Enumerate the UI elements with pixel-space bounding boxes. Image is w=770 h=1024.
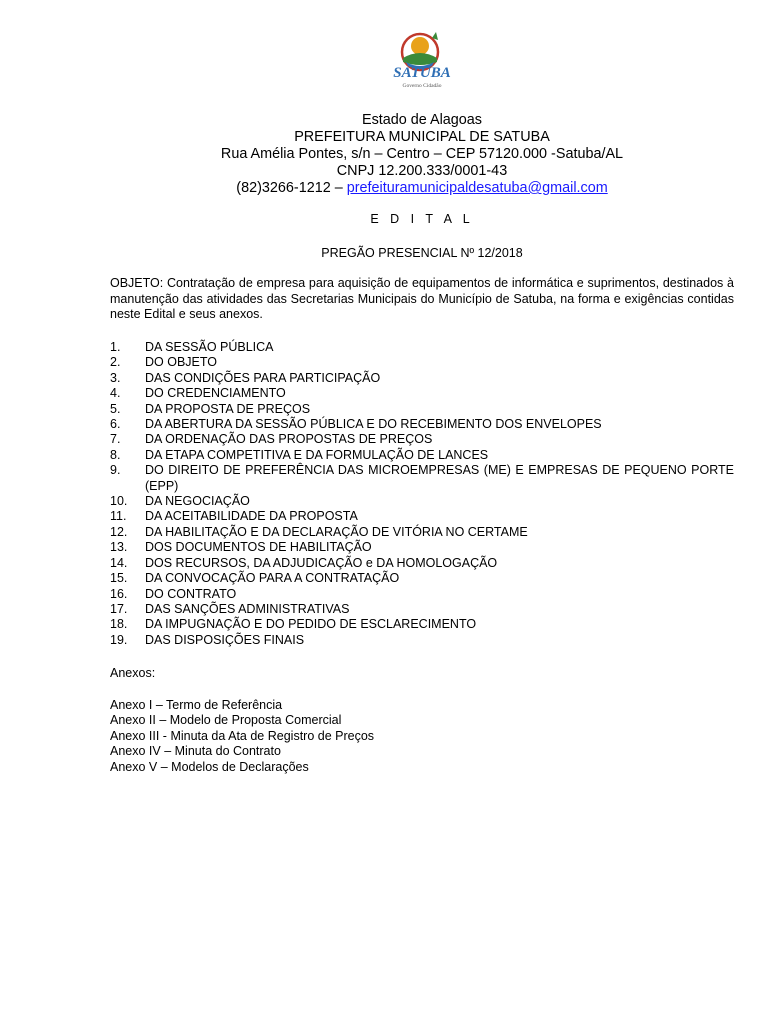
pregao-title: PREGÃO PRESENCIAL Nº 12/2018 (321, 246, 523, 260)
toc-text: DA SESSÃO PÚBLICA (145, 340, 274, 354)
toc-number: 7. (110, 432, 121, 447)
toc-item (110, 463, 734, 494)
toc-number: 8. (110, 447, 121, 462)
toc-number: 5. (110, 401, 121, 416)
toc-item (110, 417, 734, 432)
toc-item (110, 509, 734, 524)
toc-number: 10. (110, 494, 128, 509)
toc-item (110, 432, 734, 447)
toc-text: DO DIREITO DE PREFERÊNCIA DAS MICROEMPRESAS (ME) E EMPRESAS DE PEQUENO PORTE (EPP) (145, 463, 734, 493)
anexo-item: Anexo I – Termo de Referência (110, 698, 283, 712)
toc-number: 19. (110, 632, 128, 647)
phone: (82)3266-1212 – (236, 180, 347, 196)
toc-number: 14. (110, 555, 128, 570)
toc-text: DA CONVOCAÇÃO PARA A CONTRATAÇÃO (145, 571, 400, 586)
toc-number: 17. (110, 601, 128, 616)
toc-item (110, 340, 734, 355)
toc-text: DA ORDENAÇÃO DAS PROPOSTAS DE PREÇOS (145, 432, 433, 447)
toc-text: DA NEGOCIAÇÃO (145, 494, 250, 509)
toc-text: DA ACEITABILIDADE DA PROPOSTA (145, 509, 358, 524)
toc-number: 13. (110, 540, 128, 555)
toc-text: DA HABILITAÇÃO E DA DECLARAÇÃO DE VITÓRIA NO CERTAME (145, 524, 528, 539)
toc-item (110, 540, 734, 555)
toc-text: DO CONTRATO (145, 586, 237, 601)
satuba-logo (384, 30, 464, 92)
toc-item (110, 525, 734, 540)
toc-text: DA IMPUGNAÇÃO E DO PEDIDO DE ESCLARECIMENTO (145, 617, 477, 632)
toc-item (110, 587, 734, 602)
toc-number: 15. (110, 571, 128, 586)
toc-text: DOS RECURSOS, DA ADJUDICAÇÃO e DA HOMOLOGAÇÃO (145, 555, 498, 570)
prefecture-name: PREFEITURA MUNICIPAL DE SATUBA (294, 129, 550, 145)
edital-title: E D I T A L (370, 212, 474, 226)
anexo-item: Anexo V – Modelos de Declarações (110, 759, 309, 774)
anexo-item: Anexo IV – Minuta do Contrato (110, 744, 281, 759)
anexos-heading: Anexos: (110, 666, 156, 680)
toc-item (110, 371, 734, 386)
toc-number: 16. (110, 586, 128, 601)
toc-item (110, 355, 734, 370)
toc-number: 4. (110, 386, 121, 401)
toc-number: 18. (110, 617, 128, 632)
toc-text: DA ABERTURA DA SESSÃO PÚBLICA E DO RECEBIMENTO DOS ENVELOPES (145, 417, 602, 432)
anexo-item: Anexo III - Minuta da Ata de Registro de Preços (110, 728, 375, 743)
toc-number: 1. (110, 340, 121, 354)
toc-number: 2. (110, 355, 121, 370)
toc-text: DAS SANÇÕES ADMINISTRATIVAS (145, 601, 350, 616)
toc-text: DO OBJETO (145, 355, 218, 370)
toc-item (110, 386, 734, 401)
toc-text: DAS CONDIÇÕES PARA PARTICIPAÇÃO (145, 370, 381, 385)
toc-item (110, 402, 734, 417)
toc-number: 3. (110, 370, 121, 385)
toc-item (110, 448, 734, 463)
contact-line (110, 180, 734, 197)
anexo-item: Anexo II – Modelo de Proposta Comercial (110, 713, 342, 728)
table-of-contents (110, 340, 734, 648)
svg-text:Governo Cidadão: Governo Cidadão (402, 83, 442, 89)
toc-text: DO CREDENCIAMENTO (145, 386, 286, 401)
toc-item (110, 556, 734, 571)
toc-text: DA PROPOSTA DE PREÇOS (145, 401, 311, 416)
toc-number: 12. (110, 524, 128, 539)
toc-item (110, 617, 734, 632)
anexos-list (110, 698, 374, 775)
toc-text: DA ETAPA COMPETITIVA E DA FORMULAÇÃO DE LANCES (145, 447, 489, 462)
toc-number: 6. (110, 417, 121, 432)
toc-item (110, 571, 734, 586)
toc-number: 11. (110, 509, 127, 524)
cnpj: CNPJ 12.200.333/0001-43 (336, 163, 508, 179)
toc-item (110, 633, 734, 648)
toc-item (110, 602, 734, 617)
address: Rua Amélia Pontes, s/n – Centro – CEP 57120.000 -Satuba/AL (220, 146, 624, 162)
document-header (110, 112, 734, 197)
toc-text: DAS DISPOSIÇÕES FINAIS (145, 632, 305, 647)
objeto-paragraph: OBJETO: Contratação de empresa para aquisição de equipamentos de informática e suprimentos, destinados à manutenção das atividades das Secretarias Municipais do Município de Satuba, na forma e exigências contidas neste Edital e seus anexos. (110, 276, 734, 321)
email-link[interactable]: prefeituramunicipaldesatuba@gmail.com (346, 180, 608, 196)
state-name: Estado de Alagoas (361, 112, 482, 128)
toc-item (110, 494, 734, 509)
toc-number: 9. (110, 463, 121, 478)
svg-text:SATUBA: SATUBA (393, 65, 451, 81)
toc-text: DOS DOCUMENTOS DE HABILITAÇÃO (145, 540, 372, 555)
